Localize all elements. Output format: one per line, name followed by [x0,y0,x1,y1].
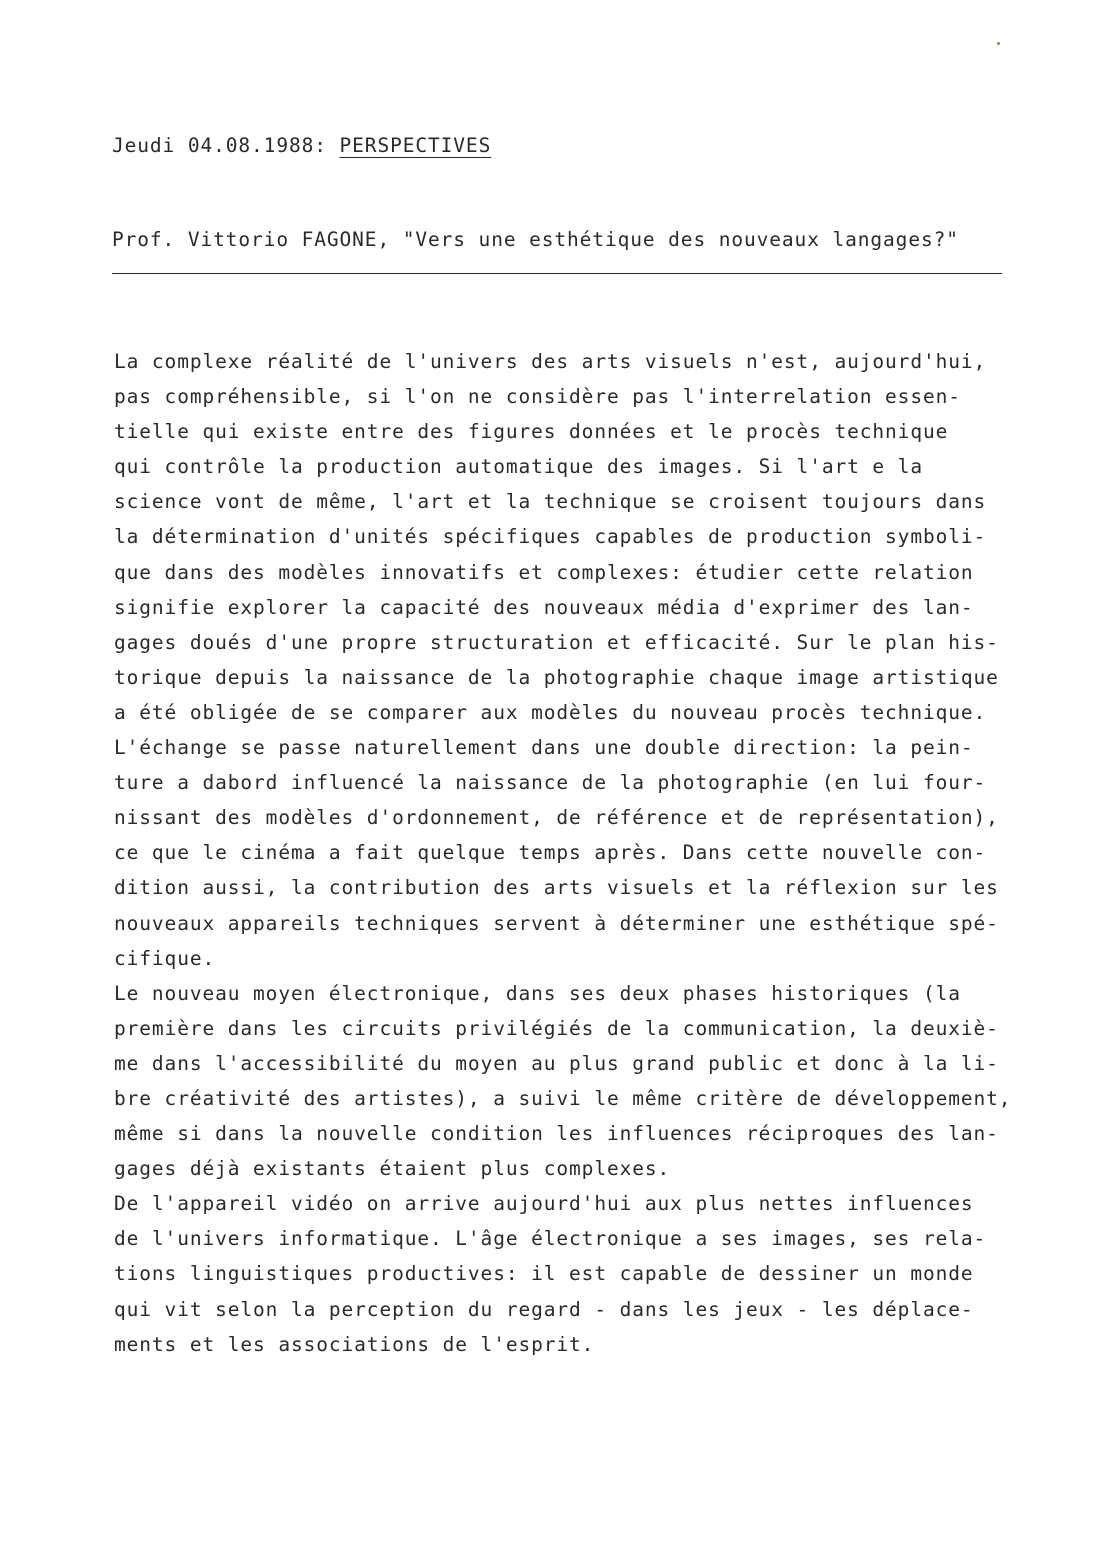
date-heading [112,134,491,157]
text-line: nouveaux appareils techniques servent à déterminer une esthétique spé- [114,911,999,935]
text-line: L'échange se passe naturellement dans une double direction: la pein- [114,736,974,760]
date-label: Jeudi 04.08.1988: [112,134,327,157]
text-line: torique depuis la naissance de la photographie chaque image artistique [114,665,999,689]
text-line: ce que le cinéma a fait quelque temps après. Dans cette nouvelle con- [114,841,987,865]
speaker-heading: Prof. Vittorio FAGONE, "Vers une esthétique des nouveaux langages?" [112,228,959,251]
text-line: De l'appareil vidéo on arrive aujourd'hui aux plus nettes influences [114,1192,974,1216]
text-line: cifique. [114,946,216,970]
text-line: qui contrôle la production automatique des images. Si l'art e la [114,455,923,479]
text-line: tions linguistiques productives: il est capable de dessiner un monde [114,1262,974,1286]
text-line: que dans des modèles innovatifs et complexes: étudier cette relation [114,560,974,584]
text-line: ture a dabord influencé la naissance de la photographie (en lui four- [114,771,987,795]
text-line: Le nouveau moyen électronique, dans ses deux phases historiques (la [114,981,961,1005]
text-line: pas compréhensible, si l'on ne considère pas l'interrelation essen- [114,385,961,409]
section-title: PERSPECTIVES [339,134,492,157]
text-line: me dans l'accessibilité du moyen au plus grand public et donc à la li- [114,1051,999,1075]
text-line: de l'univers informatique. L'âge électronique a ses images, ses rela- [114,1227,987,1251]
text-line: nissant des modèles d'ordonnement, de référence et de représentation), [114,806,999,830]
text-line: ments et les associations de l'esprit. [114,1332,595,1356]
body-text [114,344,1064,1362]
text-line: tielle qui existe entre des figures données et le procès technique [114,420,949,444]
text-line: science vont de même, l'art et la technique se croisent toujours dans [114,490,987,514]
text-line: signifie explorer la capacité des nouveaux média d'exprimer des lan- [114,595,974,619]
text-line: bre créativité des artistes), a suivi le même critère de développement, [114,1086,1012,1110]
text-line: a été obligée de se comparer aux modèles du nouveau procès technique. [114,700,987,724]
text-line: première dans les circuits privilégiés de la communication, la deuxiè- [114,1016,999,1040]
heading-rule [112,273,1002,274]
paper-speck [997,42,1000,45]
text-line: La complexe réalité de l'univers des arts visuels n'est, aujourd'hui, [114,350,987,373]
text-line: qui vit selon la perception du regard - dans les jeux - les déplace- [114,1297,974,1321]
text-line: gages déjà existants étaient plus complexes. [114,1157,671,1181]
text-line: dition aussi, la contribution des arts visuels et la réflexion sur les [114,876,999,900]
text-line: même si dans la nouvelle condition les influences réciproques des lan- [114,1122,999,1146]
text-line: la détermination d'unités spécifiques capables de production symboli- [114,525,987,549]
text-line: gages doués d'une propre structuration et efficacité. Sur le plan his- [114,630,999,654]
